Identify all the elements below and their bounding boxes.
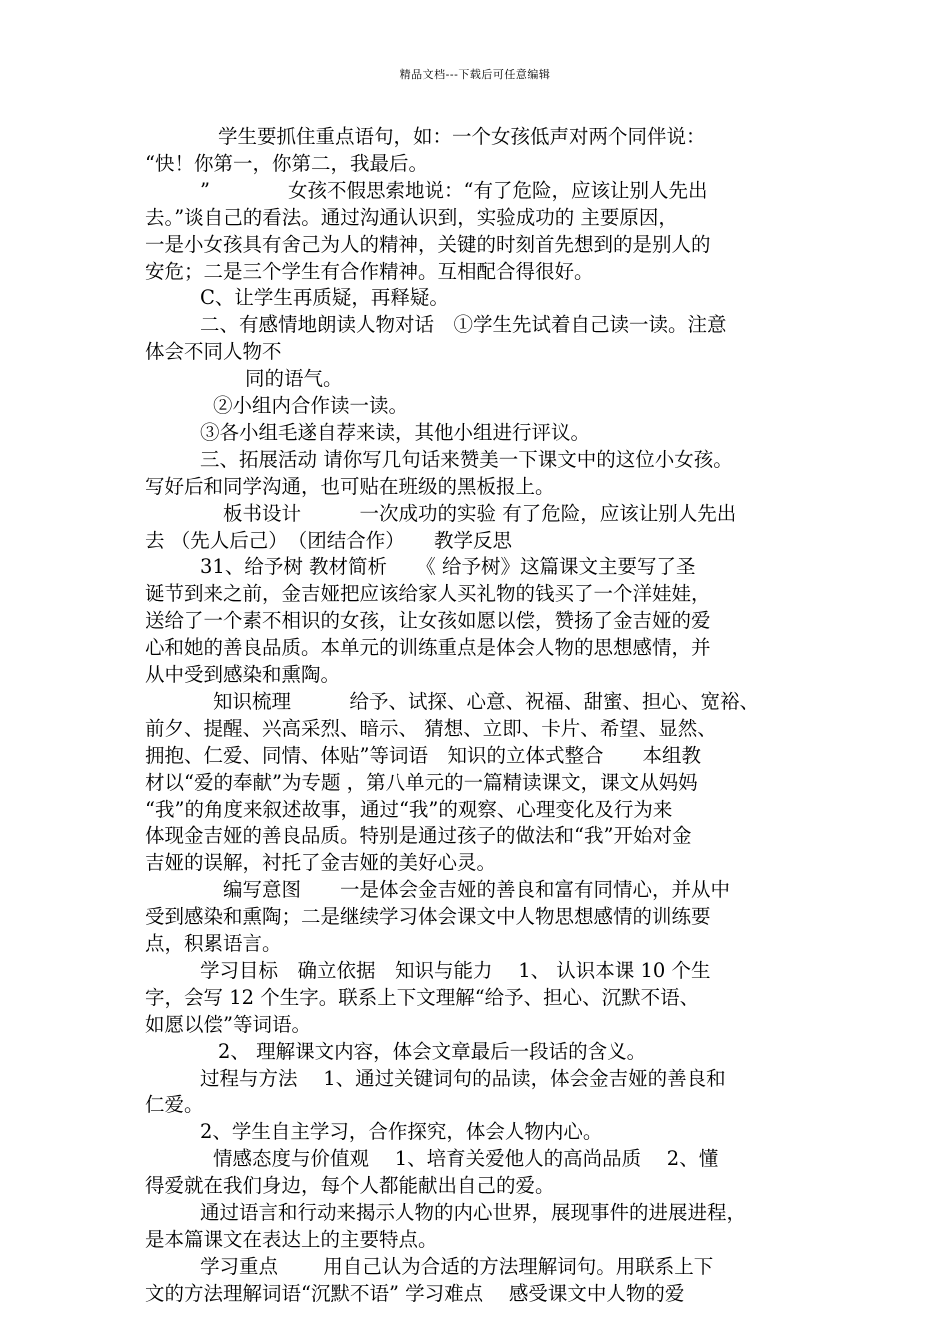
text-line: 去 （先人后己） （团结合作） 教学反思	[145, 529, 512, 552]
text-line: 板书设计 一次成功的实验 有了危险，应该让别人先出	[223, 502, 737, 525]
text-line: 字，会写 12 个生字。联系上下文理解“给予、担心、沉默不语、	[145, 986, 700, 1009]
text-line: 点，积累语言。	[145, 932, 282, 955]
text-line: 诞节到来之前，金吉娅把应该给家人买礼物的钱买了一个洋娃娃，	[145, 582, 711, 605]
text-line: 知识梳理 给予、试探、心意、祝福、甜蜜、担心、宽裕、	[213, 690, 760, 713]
text-line: 通过语言和行动来揭示人物的内心世界，展现事件的进展进程，	[200, 1201, 747, 1224]
text-line: 材以“爱的奉献”为专题 ，第八单元的一篇精读课文，课文从妈妈	[145, 771, 698, 794]
text-line: 如愿以偿”等词语。	[145, 1013, 311, 1036]
text-line: 送给了一个素不相识的女孩，让女孩如愿以偿，赞扬了金吉娅的爱	[145, 609, 711, 632]
text-line: 一是小女孩具有舍己为人的精神，关键的时刻首先想到的是别人的	[145, 233, 711, 256]
text-line: 写好后和同学沟通，也可贴在班级的黑板报上。	[145, 475, 555, 498]
text-line: 吉娅的误解，衬托了金吉娅的美好心灵。	[145, 851, 497, 874]
text-line: 过程与方法 1、通过关键词句的品读，体会金吉娅的善良和	[200, 1067, 726, 1090]
text-line: 去。”谈自己的看法。通过沟通认识到，实验成功的 主要原因，	[145, 206, 678, 229]
text-line: 文的方法理解词语“沉默不语” 学习难点 感受课文中人物的爱	[145, 1282, 685, 1305]
page-header: 精品文档---下载后可任意编辑	[399, 68, 551, 81]
text-line: 31、给予树 教材简析 《 给予树》这篇课文主要写了圣	[200, 555, 696, 578]
text-line: 学生要抓住重点语句，如：一个女孩低声对两个同伴说：	[218, 125, 706, 148]
text-line: ③各小组毛遂自荐来读，其他小组进行评议。	[200, 421, 591, 444]
text-line: 情感态度与价值观 1、培育关爱他人的高尚品质 2、懂	[213, 1147, 719, 1170]
text-line: 前夕、提醒、兴高采烈、暗示、 猜想、立即、卡片、希望、显然、	[145, 717, 717, 740]
text-line: 学习重点 用自己认为合适的方法理解词句。用联系上下	[200, 1255, 714, 1278]
text-line: 编写意图 一是体会金吉娅的善良和富有同情心，并从中	[223, 878, 731, 901]
text-line: 2、学生自主学习，合作探究，体会人物内心。	[200, 1120, 603, 1143]
text-line: 体现金吉娅的善良品质。特别是通过孩子的做法和“我”开始对金	[145, 824, 692, 847]
text-line: C、让学生再质疑，再释疑。	[200, 286, 449, 309]
text-line: 三、拓展活动 请你写几句话来赞美一下课文中的这位小女孩。	[200, 448, 733, 471]
text-line: 安危；二是三个学生有合作精神。互相配合得很好。	[145, 260, 594, 283]
text-line: 仁爱。	[145, 1093, 204, 1116]
text-line: “快！你第一，你第二，我最后。	[145, 152, 428, 175]
text-line: “我”的角度来叙述故事，通过“我”的观察、心理变化及行为来	[145, 798, 673, 821]
text-line: ②小组内合作读一读。	[213, 394, 409, 417]
text-line: 受到感染和熏陶；二是继续学习体会课文中人物思想感情的训练要	[145, 905, 711, 928]
text-line: 心和她的善良品质。本单元的训练重点是体会人物的思想感情，并	[145, 636, 711, 659]
text-line: 2、 理解课文内容，体会文章最后一段话的含义。	[218, 1040, 647, 1063]
text-line: 体会不同人物不	[145, 340, 282, 363]
text-line: 拥抱、仁爱、同情、体贴”等词语 知识的立体式整合 本组教	[145, 744, 701, 767]
text-line: 从中受到感染和熏陶。	[145, 663, 341, 686]
text-line: 同的语气。	[245, 367, 343, 390]
text-line: ” 女孩不假思索地说：“有了危险，应该让别人先出	[200, 179, 708, 202]
text-line: 二、有感情地朗读人物对话 ①学生先试着自己读一读。注意	[200, 313, 727, 336]
text-line: 学习目标 确立依据 知识与能力 1、 认识本课 10 个生	[200, 959, 711, 982]
text-line: 是本篇课文在表达上的主要特点。	[145, 1228, 438, 1251]
text-line: 得爱就在我们身边，每个人都能献出自己的爱。	[145, 1174, 555, 1197]
